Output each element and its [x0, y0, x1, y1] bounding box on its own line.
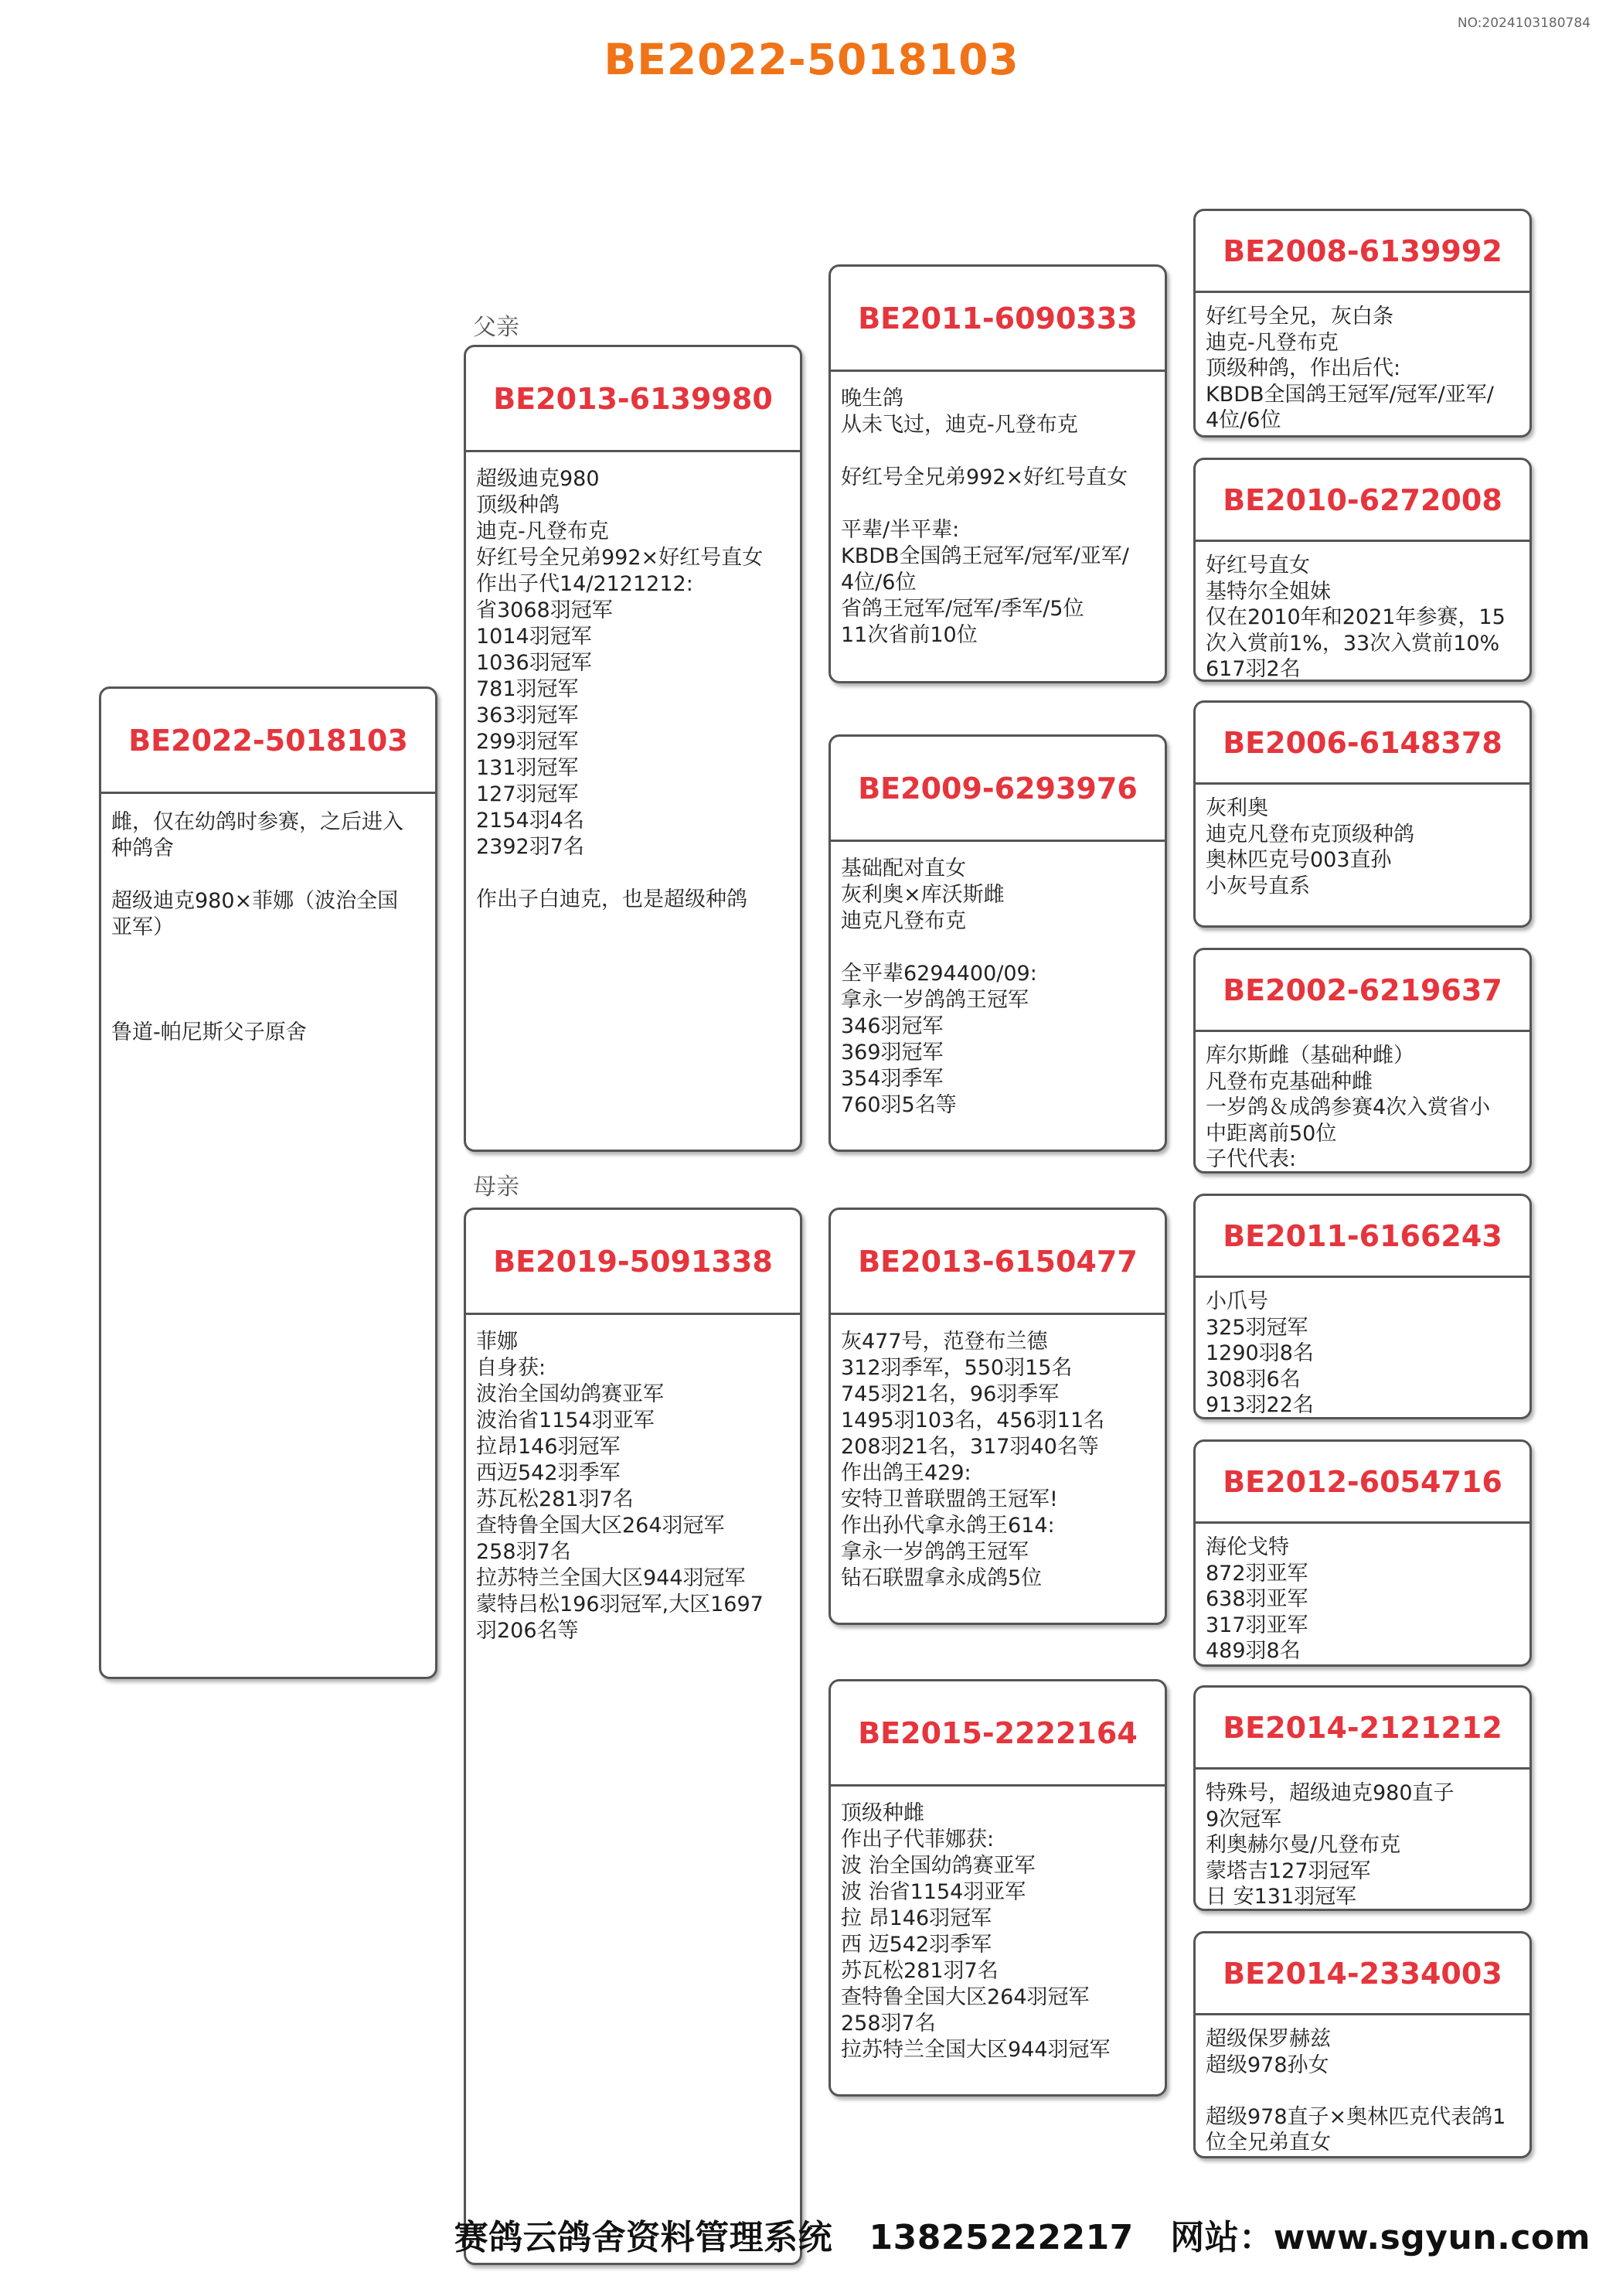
father-ring: BE2013-6139980 [466, 347, 800, 452]
great-grandparent-notes: 小爪号 325羽冠军 1290羽8名 308羽6名 913羽22名 [1206, 1289, 1314, 1417]
grandparent-notes: 晚生鸽 从未飞过，迪克-凡登布克 好红号全兄弟992×好红号直女 平辈/半平辈: KBDB全国鸽王冠军/冠军/亚军/ 4位/6位 省鸽王冠军/冠军/季军/5位 11次省前10位 [841, 387, 1129, 647]
grandparent-card [829, 1208, 1167, 1625]
great-grandparent-card [1193, 1194, 1532, 1419]
great-grandparent-ring: BE2014-2334003 [1196, 1933, 1529, 2015]
subject-notes: 雌，仅在幼鸽时参赛，之后进入 种鸽舍 超级迪克980×菲娜（波治全国 亚军） 鲁道-帕尼斯父子原舍 [111, 810, 403, 1044]
great-grandparent-ring: BE2008-6139992 [1196, 211, 1529, 293]
grandparent-ring: BE2009-6293976 [831, 737, 1165, 842]
father-notes: 超级迪克980 顶级种鸽 迪克-凡登布克 好红号全兄弟992×好红号直女 作出子代14/2121212: 省3068羽冠军 1014羽冠军 1036羽冠军 781羽冠军 363羽冠军 299羽冠军 131羽冠军 127羽冠军 2154羽4名 2392羽7名 作出子白迪克，也是超级种鸽 [476, 467, 764, 911]
great-grandparent-card [1193, 209, 1532, 438]
page-title: BE2022-5018103 [604, 35, 1019, 84]
great-grandparent-notes: 超级保罗赫兹 超级978孙女 超级978直子×奥林匹克代表鸽1 位全兄弟直女 [1206, 2027, 1506, 2155]
great-grandparent-notes: 灰利奥 迪克凡登布克顶级种鸽 奥林匹克号003直孙 小灰号直系 [1206, 796, 1414, 898]
great-grandparent-notes: 库尔斯雌（基础种雌） 凡登布克基础种雌 一岁鸽＆成鸽参赛4次入赏省小 中距离前50位 子代代表: [1206, 1044, 1491, 1171]
grandparent-notes: 灰477号，范登布兰德 312羽季军，550羽15名 745羽21名，96羽季军 1495羽103名，456羽11名 208羽21名，317羽40名等 作出鸽王429: 安特卫普联盟鸽王冠军! 作出孙代拿永鸽王614: 拿永一岁鸽鸽王冠军 钻石联盟拿永成鸽5位 [841, 1330, 1105, 1590]
great-grandparent-notes: 特殊号，超级迪克980直子 9次冠军 利奥赫尔曼/凡登布克 蒙塔吉127羽冠军 日 安131羽冠军 [1206, 1781, 1455, 1909]
father-label: 父亲 [473, 314, 519, 341]
great-grandparent-notes: 海伦戈特 872羽亚军 638羽亚军 317羽亚军 489羽8名 [1206, 1535, 1308, 1663]
great-grandparent-ring: BE2002-6219637 [1196, 950, 1529, 1032]
grandparent-notes: 基础配对直女 灰利奥×库沃斯雌 迪克凡登布克 全平辈6294400/09: 拿永一岁鸽鸽王冠军 346羽冠军 369羽冠军 354羽季军 760羽5名等 [841, 857, 1037, 1117]
document-number: NO:2024103180784 [1457, 15, 1591, 31]
great-grandparent-card [1193, 1931, 1532, 2158]
great-grandparent-card [1193, 458, 1532, 682]
great-grandparent-notes: 好红号全兄，灰白条 迪克-凡登布克 顶级种鸽，作出后代: KBDB全国鸽王冠军/冠军/亚军/ 4位/6位 [1206, 305, 1494, 432]
grandparent-card [829, 264, 1167, 683]
great-grandparent-card [1193, 1685, 1532, 1911]
grandparent-ring: BE2011-6090333 [831, 267, 1165, 372]
great-grandparent-ring: BE2006-6148378 [1196, 703, 1529, 785]
mother-ring: BE2019-5091338 [466, 1210, 800, 1315]
great-grandparent-ring: BE2014-2121212 [1196, 1688, 1529, 1770]
great-grandparent-card [1193, 1439, 1532, 1667]
great-grandparent-card [1193, 700, 1532, 928]
great-grandparent-ring: BE2010-6272008 [1196, 460, 1529, 542]
mother-notes: 菲娜 自身获: 波治全国幼鸽赛亚军 波治省1154羽亚军 拉昂146羽冠军 西迈542羽季军 苏瓦松281羽7名 查特鲁全国大区264羽冠军 258羽7名 拉苏特兰全国大区944羽冠军 蒙特吕松196羽冠军,大区1697 羽206名等 [476, 1330, 764, 1643]
great-grandparent-ring: BE2012-6054716 [1196, 1442, 1529, 1524]
subject-card [99, 686, 437, 1679]
grandparent-card [829, 734, 1167, 1152]
mother-card [464, 1208, 802, 2265]
footer-contact: 赛鸽云鸽舍资料管理系统 13825222217 网站：www.sgyun.com [454, 2218, 1591, 2257]
great-grandparent-notes: 好红号直女 基特尔全姐妹 仅在2010年和2021年参赛，15 次入赏前1%，33次入赏前10% 617羽2名 [1206, 554, 1506, 681]
father-card [464, 345, 802, 1152]
grandparent-ring: BE2015-2222164 [831, 1681, 1165, 1787]
subject-ring: BE2022-5018103 [101, 689, 435, 794]
great-grandparent-ring: BE2011-6166243 [1196, 1196, 1529, 1278]
grandparent-ring: BE2013-6150477 [831, 1210, 1165, 1315]
great-grandparent-card [1193, 948, 1532, 1174]
mother-label: 母亲 [473, 1174, 519, 1201]
grandparent-notes: 顶级种雌 作出子代菲娜获: 波 治全国幼鸽赛亚军 波 治省1154羽亚军 拉 昂146羽冠军 西 迈542羽季军 苏瓦松281羽7名 查特鲁全国大区264羽冠军 258羽7名 拉苏特兰全国大区944羽冠军 [841, 1801, 1111, 2062]
grandparent-card [829, 1679, 1167, 2097]
